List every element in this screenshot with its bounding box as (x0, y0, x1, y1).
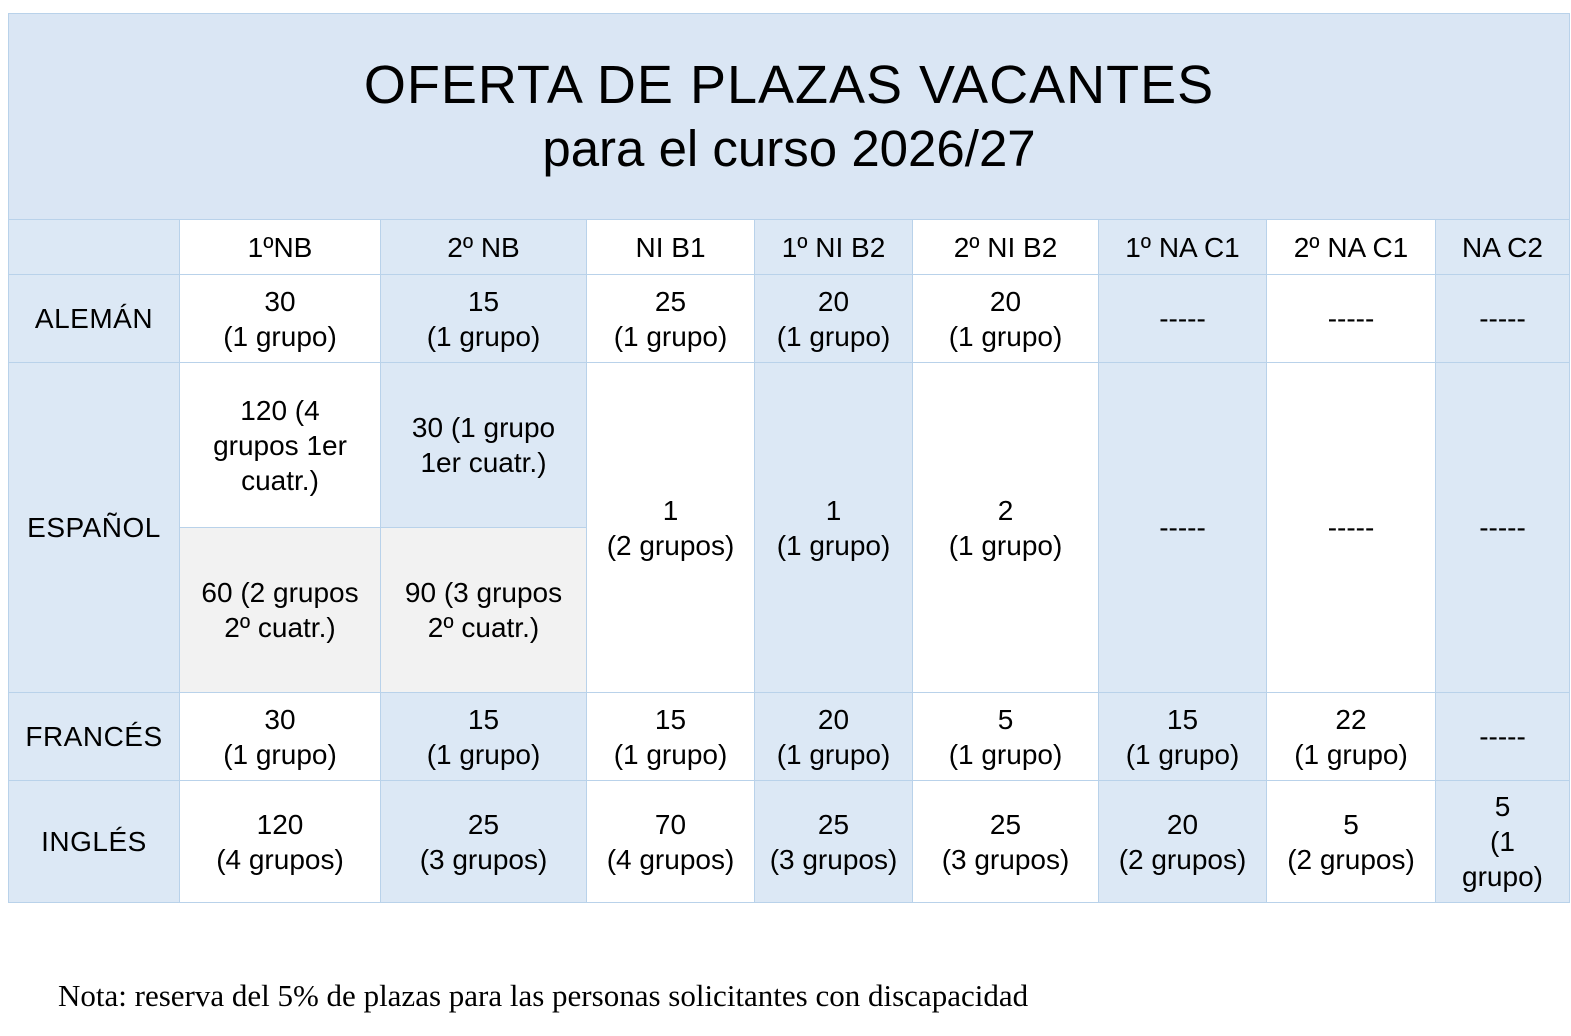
table-cell: 5 (1 grupo) (913, 693, 1099, 781)
table-cell: 120 (4 grupos 1er cuatr.) (180, 363, 381, 528)
table-cell: ----- (1099, 363, 1267, 693)
table-cell: ----- (1436, 693, 1570, 781)
table-cell: 25 (3 grupos) (381, 781, 587, 903)
table-cell: 5 (2 grupos) (1267, 781, 1436, 903)
column-header: NI B1 (587, 220, 755, 275)
vacancies-table (8, 13, 1570, 903)
row-label-frances: FRANCÉS (9, 693, 180, 781)
table-row-espanol (9, 363, 1570, 528)
corner-cell (9, 220, 180, 275)
table-cell: 20 (1 grupo) (913, 275, 1099, 363)
table-cell: ----- (1436, 363, 1570, 693)
column-header: 2º NB (381, 220, 587, 275)
row-label-aleman: ALEMÁN (9, 275, 180, 363)
table-row-aleman (9, 275, 1570, 363)
table-row-ingles (9, 781, 1570, 903)
table-cell: 15 (1 grupo) (1099, 693, 1267, 781)
table-cell: ----- (1099, 275, 1267, 363)
table-cell: 15 (1 grupo) (381, 275, 587, 363)
table-cell: 120 (4 grupos) (180, 781, 381, 903)
table-cell: ----- (1267, 363, 1436, 693)
table-cell: 1 (2 grupos) (587, 363, 755, 693)
table-row-frances (9, 693, 1570, 781)
table-cell: 25 (3 grupos) (755, 781, 913, 903)
table-cell: 30 (1 grupo) (180, 693, 381, 781)
column-header: 1ºNB (180, 220, 381, 275)
column-header: 1º NA C1 (1099, 220, 1267, 275)
table-cell: ----- (1267, 275, 1436, 363)
table-title (9, 14, 1570, 220)
table-cell: 20 (2 grupos) (1099, 781, 1267, 903)
row-label-espanol: ESPAÑOL (9, 363, 180, 693)
table-cell: ----- (1436, 275, 1570, 363)
column-header: 2º NA C1 (1267, 220, 1436, 275)
title-line-2: para el curso 2026/27 (542, 119, 1036, 177)
table-cell: 2 (1 grupo) (913, 363, 1099, 693)
table-cell: 90 (3 grupos 2º cuatr.) (381, 528, 587, 693)
table-cell: 15 (1 grupo) (381, 693, 587, 781)
table-cell: 25 (3 grupos) (913, 781, 1099, 903)
table-cell: 20 (1 grupo) (755, 275, 913, 363)
vacancies-document (8, 13, 1569, 903)
table-cell: 20 (1 grupo) (755, 693, 913, 781)
column-header: 1º NI B2 (755, 220, 913, 275)
table-cell: 1 (1 grupo) (755, 363, 913, 693)
header-row (9, 220, 1570, 275)
table-cell: 22 (1 grupo) (1267, 693, 1436, 781)
title-line-1: OFERTA DE PLAZAS VACANTES (363, 54, 1215, 115)
disability-reservation-note: Nota: reserva del 5% de plazas para las personas solicitantes con discapacidad (58, 978, 1029, 1013)
row-label-ingles: INGLÉS (9, 781, 180, 903)
table-cell: 5 (1 grupo) (1436, 781, 1570, 903)
table-cell: 15 (1 grupo) (587, 693, 755, 781)
column-header: NA C2 (1436, 220, 1570, 275)
table-cell: 30 (1 grupo 1er cuatr.) (381, 363, 587, 528)
table-cell: 30 (1 grupo) (180, 275, 381, 363)
table-cell: 70 (4 grupos) (587, 781, 755, 903)
column-header: 2º NI B2 (913, 220, 1099, 275)
table-cell: 60 (2 grupos 2º cuatr.) (180, 528, 381, 693)
table-cell: 25 (1 grupo) (587, 275, 755, 363)
